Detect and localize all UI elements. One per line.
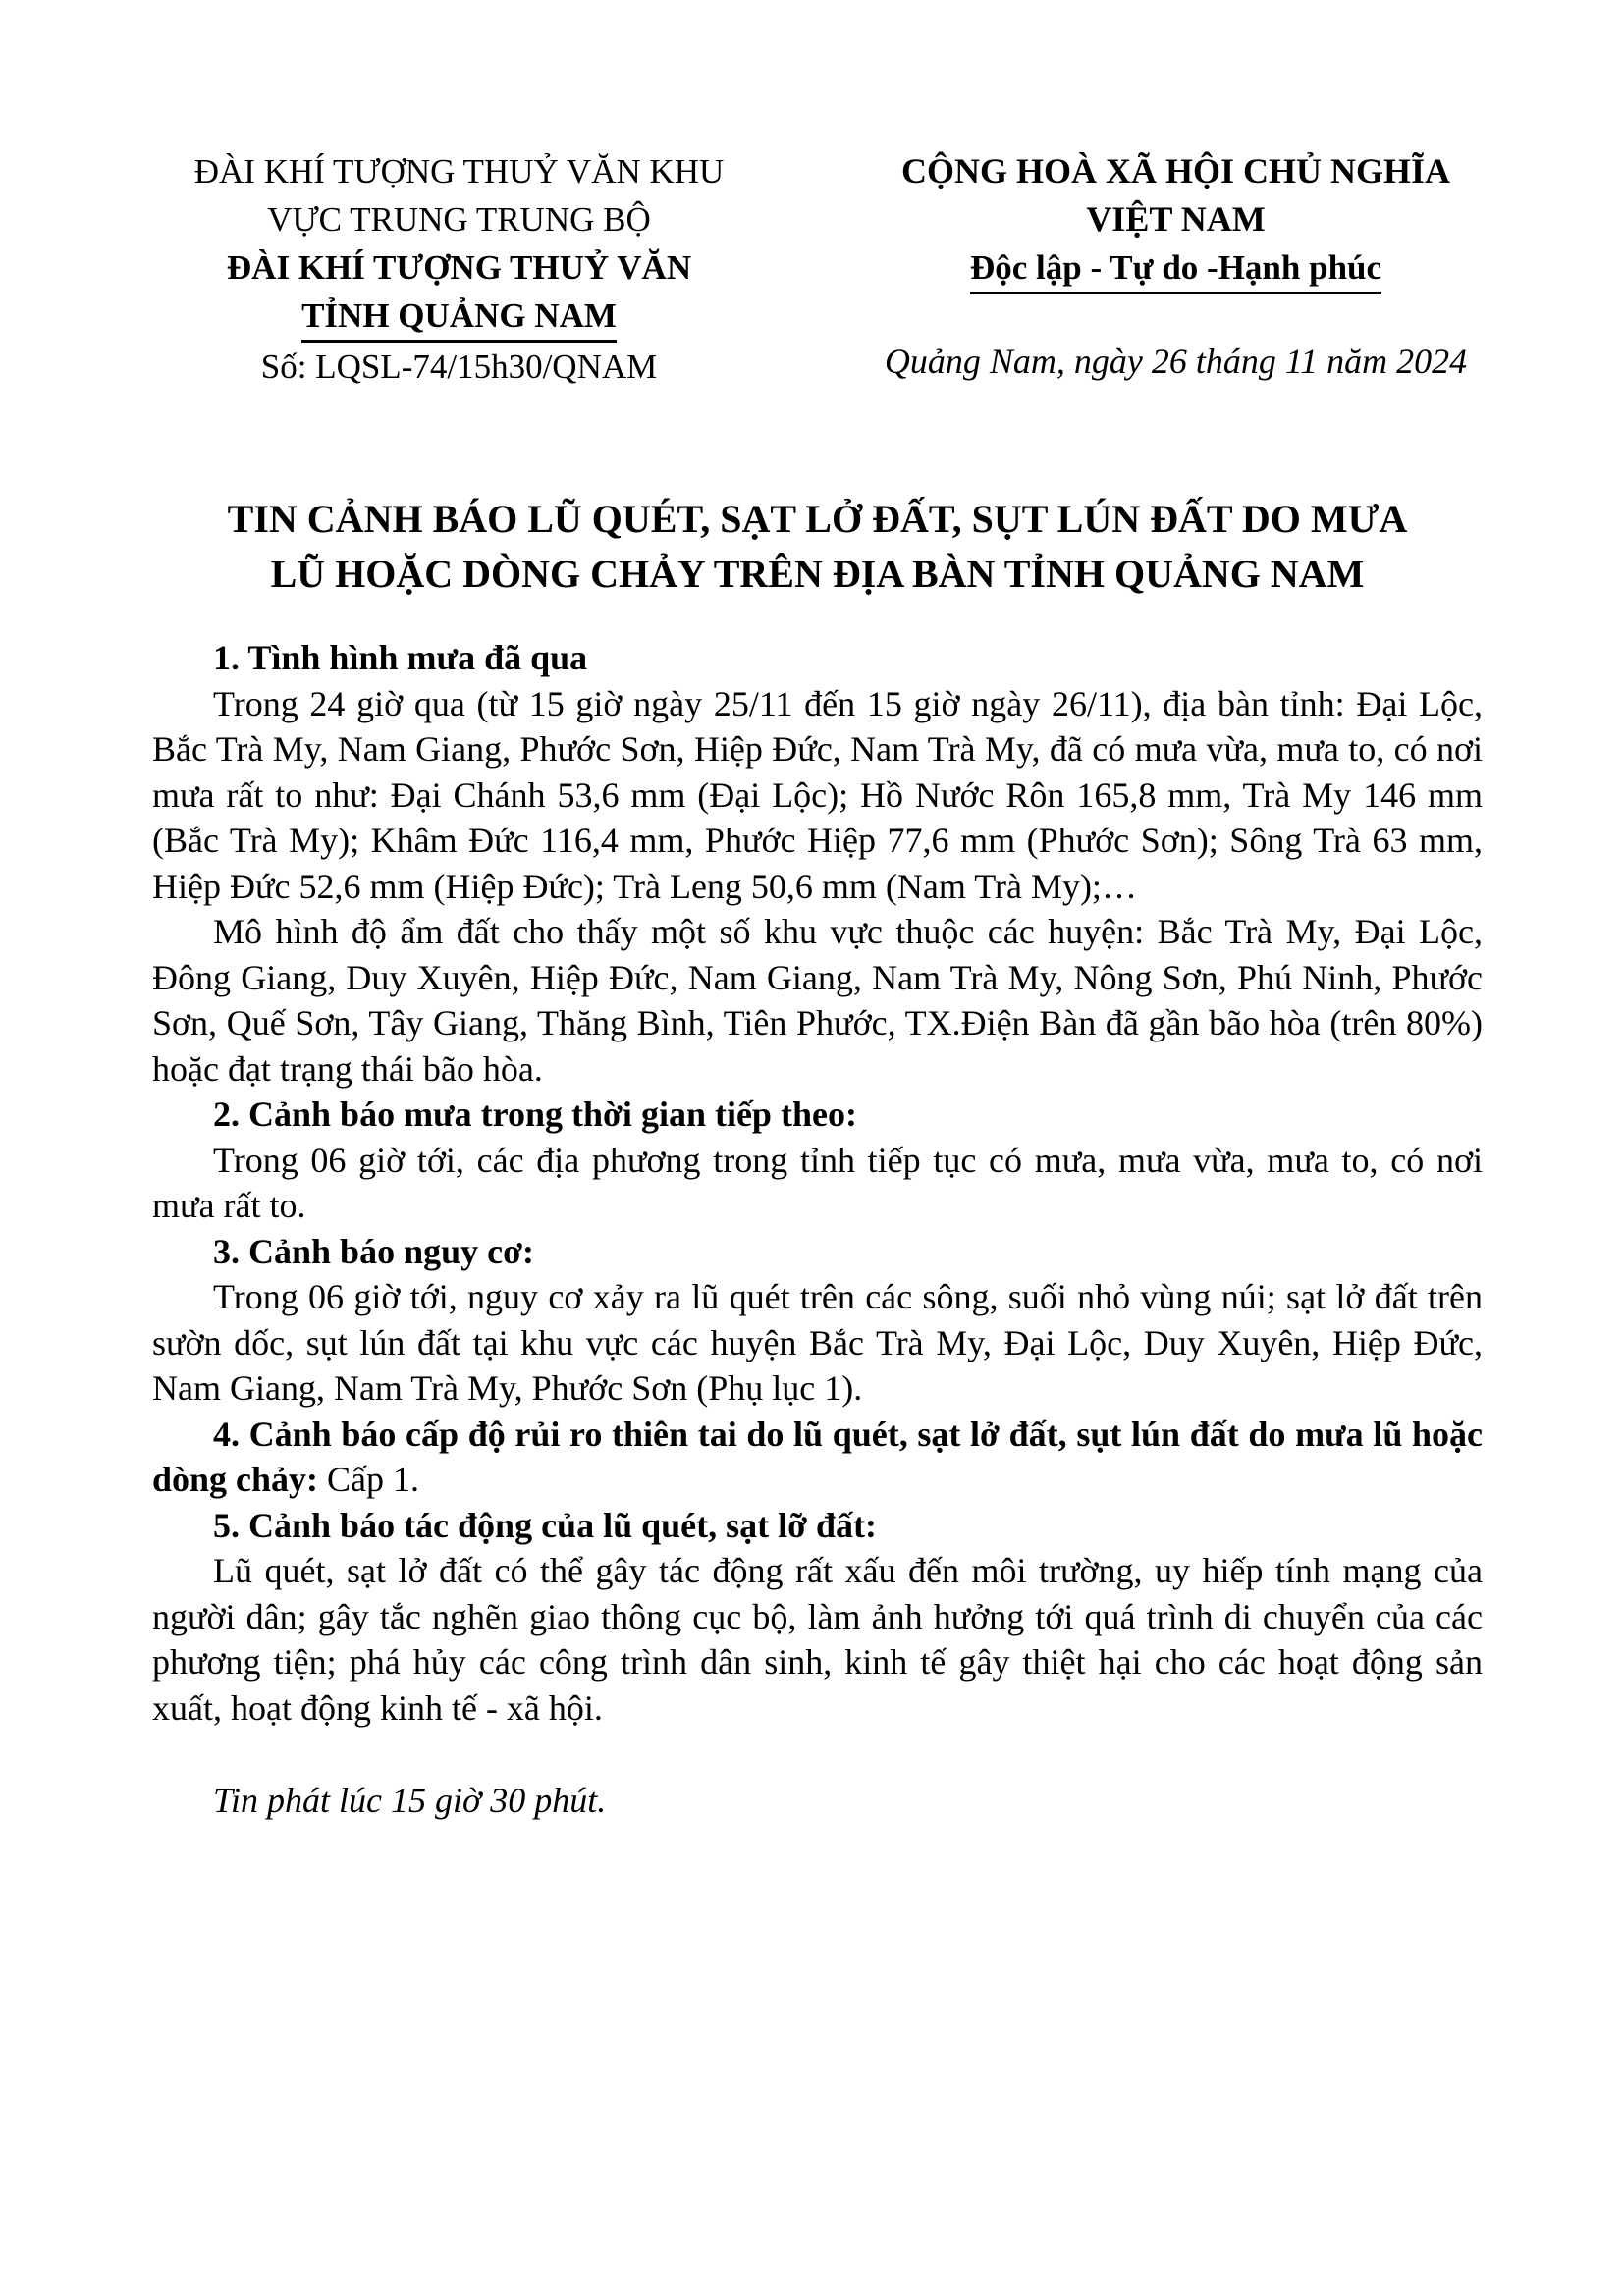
document-title-line1: TIN CẢNH BÁO LŨ QUÉT, SẠT LỞ ĐẤT, SỤT LÚN ĐẤT DO MƯA (227, 497, 1408, 541)
national-motto-wrap (869, 243, 1483, 294)
place-date-line: Quảng Nam, ngày 26 tháng 11 năm 2024 (884, 342, 1468, 381)
agency-name-line2: TỈNH QUẢNG NAM (301, 294, 617, 343)
issuing-agency-block (152, 147, 766, 391)
parent-agency-line2: VỰC TRUNG TRUNG BỘ (267, 200, 651, 239)
section-4-heading-value: Cấp 1. (327, 1460, 420, 1499)
section-3-heading: 3. Cảnh báo nguy cơ: (213, 1231, 535, 1271)
section-4-heading (152, 1412, 1483, 1503)
agency-name-line1: ĐÀI KHÍ TƯỢNG THUỶ VĂN (226, 248, 692, 287)
document-title (152, 492, 1483, 602)
section-5-heading: 5. Cảnh báo tác động của lũ quét, sạt lỡ đất: (213, 1505, 878, 1545)
section-2-heading: 2. Cảnh báo mưa trong thời gian tiếp theo: (213, 1095, 857, 1134)
issue-time-note: Tin phát lúc 15 giờ 30 phút. (213, 1781, 607, 1820)
national-motto: Độc lập - Tự do -Hạnh phúc (970, 246, 1381, 294)
section-1-heading: 1. Tình hình mưa đã qua (213, 638, 588, 677)
section-1-paragraph-2: Mô hình độ ẩm đất cho thấy một số khu vực thuộc các huyện: Bắc Trà My, Đại Lộc, Đông Giang, Duy Xuyên, Hiệp Đức, Nam Giang, Nam Trà My, Nông Sơn, Phú Ninh, Phước Sơn, Quế Sơn, Tây Giang, Thăng Bình, Tiên Phước, TX.Điện Bàn đã gần bão hòa (trên 80%) hoặc đạt trạng thái bão hòa. (152, 912, 1483, 1089)
national-header-block (766, 147, 1483, 386)
document-header (152, 147, 1483, 391)
document-number: Số: LQSL-74/15h30/QNAM (260, 347, 658, 386)
section-2-paragraph-1: Trong 06 giờ tới, các địa phương trong tỉnh tiếp tục có mưa, mưa vừa, mưa to, có nơi mưa rất to. (152, 1140, 1483, 1225)
document-body (152, 635, 1483, 1824)
document-title-line2: LŨ HOẶC DÒNG CHẢY TRÊN ĐỊA BÀN TỈNH QUẢNG NAM (270, 552, 1365, 596)
section-5-paragraph-1: Lũ quét, sạt lở đất có thể gây tác động rất xấu đến môi trường, uy hiếp tính mạng của người dân; gây tắc nghẽn giao thông cục bộ, làm ảnh hưởng tới quá trình di chuyển của các phương tiện; phá hủy các công trình dân sinh, kinh tế gây thiệt hại cho các hoạt động sản xuất, hoạt động kinh tế - xã hội. (152, 1551, 1483, 1728)
section-4-heading-bold: 4. Cảnh báo cấp độ rủi ro thiên tai do lũ quét, sạt lở đất, sụt lún đất do mưa lũ hoặc dòng chảy: (152, 1414, 1483, 1499)
parent-agency-line1: ĐÀI KHÍ TƯỢNG THUỶ VĂN KHU (193, 152, 725, 190)
section-3-paragraph-1: Trong 06 giờ tới, nguy cơ xảy ra lũ quét trên các sông, suối nhỏ vùng núi; sạt lở đất trên sườn dốc, sụt lún đất tại khu vực các huyện Bắc Trà My, Đại Lộc, Duy Xuyên, Hiệp Đức, Nam Giang, Nam Trà My, Phước Sơn (Phụ lục 1). (152, 1277, 1483, 1408)
agency-name-line2-wrap (152, 292, 766, 343)
section-1-paragraph-1: Trong 24 giờ qua (từ 15 giờ ngày 25/11 đến 15 giờ ngày 26/11), địa bàn tỉnh: Đại Lộc, Bắc Trà My, Nam Giang, Phước Sơn, Hiệp Đức, Nam Trà My, đã có mưa vừa, mưa to, có nơi mưa rất to như: Đại Chánh 53,6 mm (Đại Lộc); Hồ Nước Rôn 165,8 mm, Trà My 146 mm (Bắc Trà My); Khâm Đức 116,4 mm, Phước Hiệp 77,6 mm (Phước Sơn); Sông Trà 63 mm, Hiệp Đức 52,6 mm (Hiệp Đức); Trà Leng 50,6 mm (Nam Trà My);… (152, 683, 1483, 906)
national-title: CỘNG HOÀ XÃ HỘI CHỦ NGHĨA VIỆT NAM (900, 151, 1451, 239)
